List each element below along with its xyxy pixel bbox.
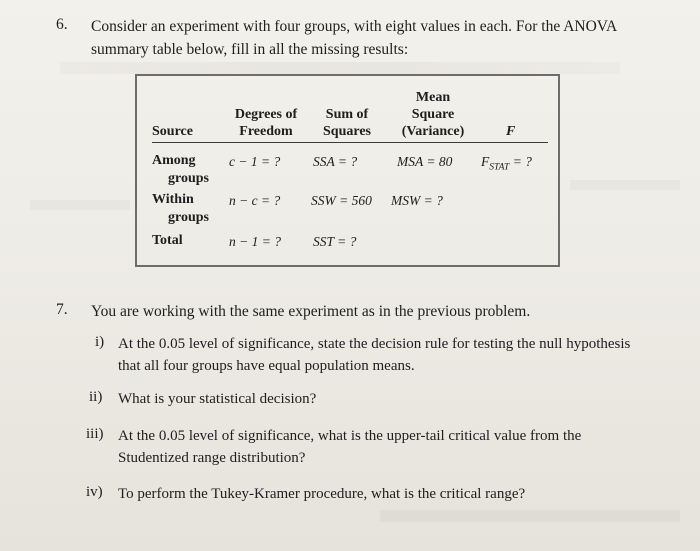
- question-7-text: You are working with the same experiment as in the previous problem.: [91, 303, 531, 320]
- part-iii-line-2: Studentized range distribution?: [118, 450, 306, 466]
- bleed-through-texture: [570, 180, 680, 190]
- header-sum-of-squares: [311, 106, 383, 140]
- row-among-source: Among: [152, 153, 196, 168]
- header-mean-square: [393, 89, 473, 140]
- header-df-line-1: Degrees of: [234, 107, 298, 122]
- f-stat-letter: F: [481, 154, 490, 169]
- f-stat-subscript: STAT: [489, 162, 510, 173]
- question-6-line-2: summary table below, fill in all the missing results:: [91, 41, 409, 58]
- row-within-ms: MSW = ?: [391, 193, 443, 208]
- row-among-f: [481, 154, 532, 173]
- part-iv-text: [118, 483, 688, 505]
- header-df-line-2: Freedom: [239, 124, 293, 139]
- table-header-rule: [152, 142, 548, 143]
- row-among-df: c − 1 = ?: [229, 154, 281, 169]
- part-iv-line-1: To perform the Tukey-Kramer procedure, what is the critical range?: [118, 486, 526, 502]
- header-ms-line-2: Square: [411, 107, 455, 122]
- part-i-text: [118, 333, 688, 377]
- row-among-source-cont: groups: [168, 171, 209, 186]
- part-ii-line-1: What is your statistical decision?: [118, 391, 317, 407]
- part-ii-text: [118, 388, 688, 410]
- header-ms-line-1: Mean: [415, 90, 451, 105]
- row-total-df: n − 1 = ?: [229, 234, 281, 249]
- row-among-ms: MSA = 80: [397, 154, 453, 169]
- row-within-ss: SSW = 560: [311, 193, 372, 208]
- header-ss-line-1: Sum of: [325, 107, 369, 122]
- row-within-df: n − c = ?: [229, 193, 281, 208]
- header-f: F: [506, 124, 516, 139]
- bleed-through-texture: [60, 62, 620, 74]
- row-total-ss: SST = ?: [313, 234, 357, 249]
- f-stat-value: = ?: [509, 154, 532, 169]
- part-iii-line-1: At the 0.05 level of significance, what is the upper-tail critical value from the: [118, 428, 582, 444]
- row-total-source: Total: [152, 233, 183, 248]
- part-i-line-1: At the 0.05 level of significance, state the decision rule for testing the null hypothesis: [118, 336, 631, 352]
- part-i-line-2: that all four groups have equal population means.: [118, 358, 415, 374]
- bleed-through-texture: [380, 510, 680, 522]
- part-iii-label: iii): [86, 426, 104, 442]
- bleed-through-texture: [30, 200, 130, 210]
- part-iii-text: [118, 425, 693, 469]
- question-6-line-1: Consider an experiment with four groups, with eight values in each. For the ANOVA: [91, 18, 618, 35]
- part-i-label: i): [95, 334, 105, 350]
- header-degrees-of-freedom: [226, 106, 306, 140]
- part-ii-label: ii): [89, 389, 103, 405]
- header-ms-line-3: (Variance): [401, 124, 465, 139]
- row-within-source: Within: [152, 192, 194, 207]
- row-within-source-cont: groups: [168, 210, 209, 225]
- row-among-ss: SSA = ?: [313, 154, 358, 169]
- question-6-number: 6.: [56, 16, 68, 33]
- header-source: Source: [152, 124, 193, 139]
- question-6-text: [91, 15, 661, 61]
- part-iv-label: iv): [86, 484, 103, 500]
- question-7-number: 7.: [56, 301, 68, 318]
- header-ss-line-2: Squares: [323, 124, 371, 139]
